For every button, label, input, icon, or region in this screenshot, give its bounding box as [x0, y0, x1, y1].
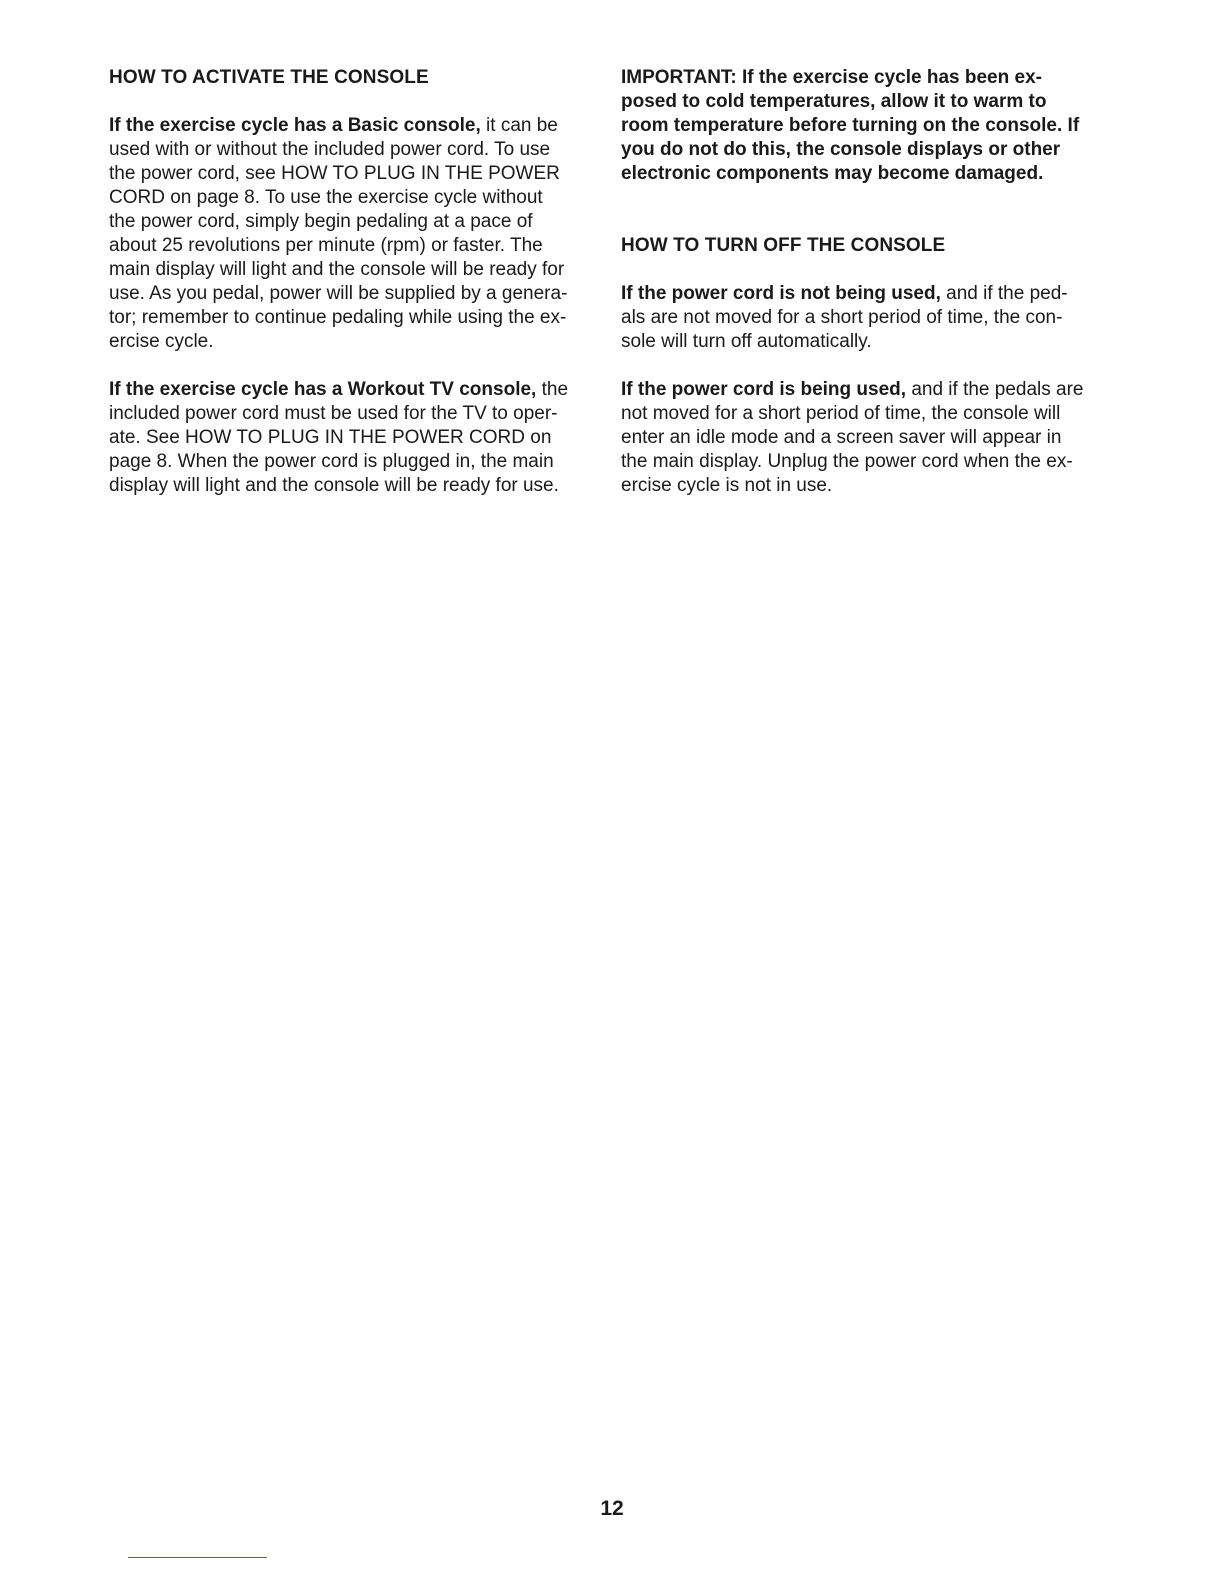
- paragraph-text: it can be: [480, 115, 558, 136]
- paragraph-line: used with or without the included power cord. To use: [109, 139, 551, 160]
- paragraph-cord-not-used: [621, 282, 1111, 354]
- paragraph-line: enter an idle mode and a screen saver will appear in: [621, 427, 1062, 448]
- paragraph-first-line: [621, 378, 1111, 402]
- paragraph-lead: If the power cord is being used,: [621, 379, 907, 400]
- paragraph-cord-used: [621, 378, 1111, 498]
- paragraph-line: use. As you pedal, power will be supplied by a genera-: [109, 283, 568, 304]
- section-heading-activate: HOW TO ACTIVATE THE CONSOLE: [109, 67, 429, 88]
- paragraph-line: display will light and the console will be ready for use.: [109, 475, 559, 496]
- paragraph-line: main display will light and the console will be ready for: [109, 259, 565, 280]
- paragraph-line: not moved for a short period of time, the console will: [621, 403, 1061, 424]
- spacer: [109, 90, 597, 114]
- important-line: IMPORTANT: If the exercise cycle has been ex-: [621, 67, 1042, 88]
- important-line: electronic components may become damaged.: [621, 163, 1044, 184]
- paragraph-text: and if the ped-: [940, 283, 1068, 304]
- paragraph-text: and if the pedals are: [906, 379, 1084, 400]
- paragraph-line: the main display. Unplug the power cord when the ex-: [621, 451, 1073, 472]
- paragraph-lead: If the exercise cycle has a Basic console,: [109, 115, 481, 136]
- paragraph-first-line: [109, 378, 597, 402]
- paragraph-lead: If the power cord is not being used,: [621, 283, 941, 304]
- page-number: 12: [600, 1497, 624, 1520]
- spacer: [621, 186, 1111, 234]
- important-line: posed to cold temperatures, allow it to warm to: [621, 91, 1047, 112]
- paragraph-line: als are not moved for a short period of time, the con-: [621, 307, 1063, 328]
- paragraph-line: page 8. When the power cord is plugged in, the main: [109, 451, 554, 472]
- paragraph-line: ate. See HOW TO PLUG IN THE POWER CORD on: [109, 427, 552, 448]
- paragraph-line: ercise cycle is not in use.: [621, 475, 833, 496]
- paragraph-text: the: [536, 379, 569, 400]
- paragraph-basic-console: [109, 114, 597, 354]
- paragraph-first-line: [109, 114, 597, 138]
- paragraph-line: CORD on page 8. To use the exercise cycle without: [109, 187, 543, 208]
- paragraph-line: the power cord, simply begin pedaling at a pace of: [109, 211, 533, 232]
- section-heading-turn-off: HOW TO TURN OFF THE CONSOLE: [621, 235, 946, 256]
- important-line: you do not do this, the console displays or other: [621, 139, 1061, 160]
- right-column: [621, 66, 1111, 498]
- important-notice: [621, 66, 1111, 186]
- spacer: [621, 258, 1111, 282]
- paragraph-line: tor; remember to continue pedaling while using the ex-: [109, 307, 567, 328]
- divider: [128, 1557, 267, 1558]
- important-line: room temperature before turning on the console. If: [621, 115, 1080, 136]
- paragraph-workout-tv-console: [109, 378, 597, 498]
- paragraph-line: about 25 revolutions per minute (rpm) or faster. The: [109, 235, 543, 256]
- paragraph-line: ercise cycle.: [109, 331, 214, 352]
- paragraph-line: included power cord must be used for the TV to oper-: [109, 403, 558, 424]
- paragraph-line: sole will turn off automatically.: [621, 331, 872, 352]
- left-column: [109, 66, 597, 498]
- paragraph-lead: If the exercise cycle has a Workout TV console,: [109, 379, 537, 400]
- spacer: [621, 354, 1111, 378]
- paragraph-line: the power cord, see HOW TO PLUG IN THE POWER: [109, 163, 560, 184]
- spacer: [109, 354, 597, 378]
- paragraph-first-line: [621, 282, 1111, 306]
